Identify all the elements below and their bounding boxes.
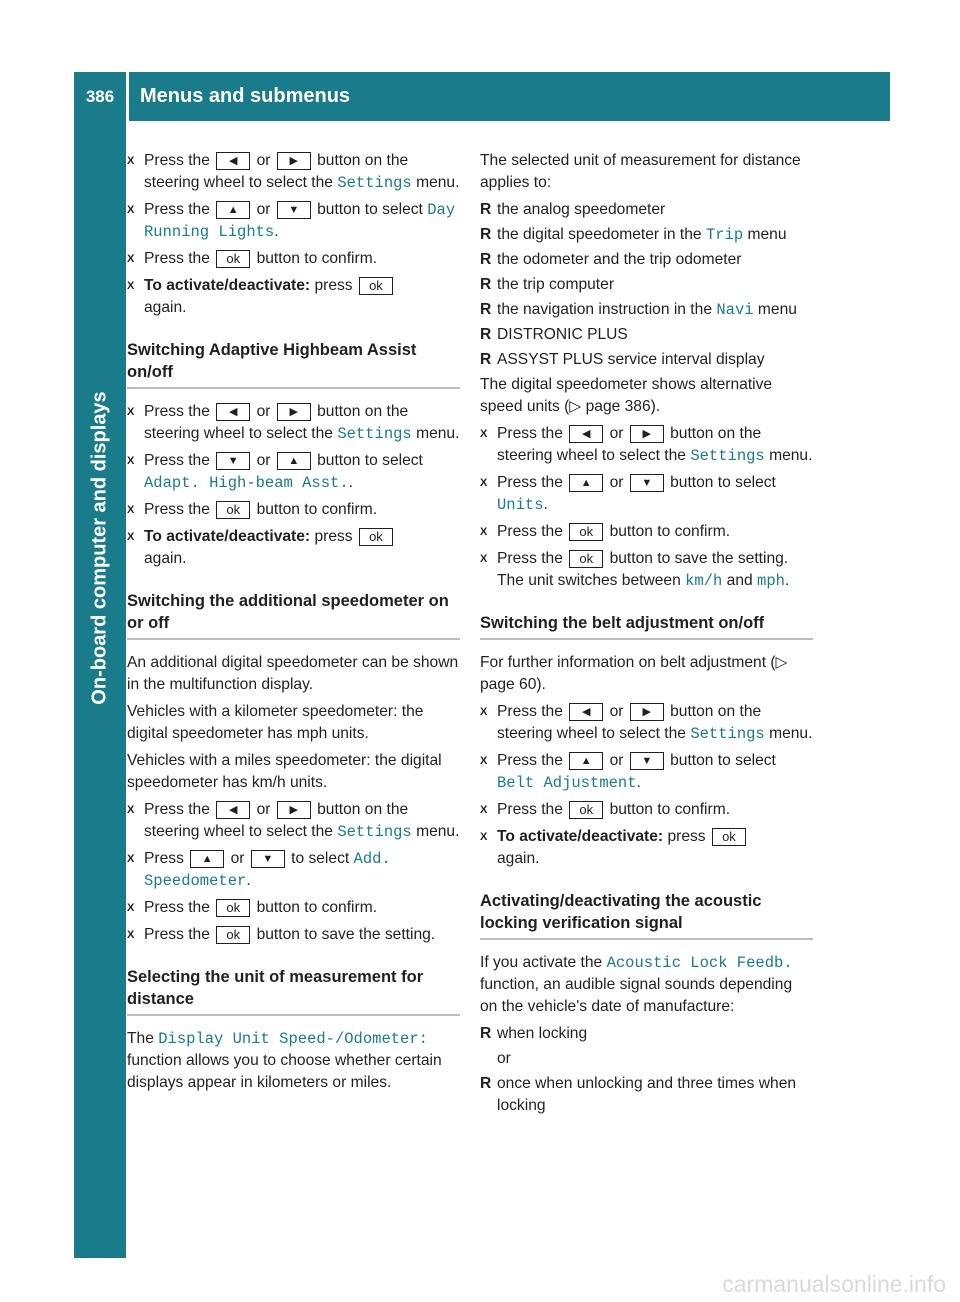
down-button-icon: ▼ bbox=[630, 474, 664, 492]
down-button-icon: ▼ bbox=[277, 201, 311, 219]
left-button-icon: ◀ bbox=[569, 703, 603, 721]
heading-lock: Activating/deactivating the acoustic locking verification signal bbox=[480, 890, 813, 940]
ok-button-icon: ok bbox=[359, 277, 393, 295]
page-number: 386 bbox=[85, 87, 115, 106]
bullet-icon: R bbox=[480, 1075, 492, 1092]
step: X Press the ▲ or ▼ button to select Belt Adjustment. bbox=[480, 752, 776, 792]
left-button-icon: ◀ bbox=[569, 425, 603, 443]
right-column bbox=[480, 150, 813, 1120]
step: X Press the ▼ or ▲ button to select Adapt. High-beam Asst.. bbox=[127, 452, 423, 492]
bullet-icon: R bbox=[480, 276, 492, 293]
step-arrow-icon: X bbox=[127, 204, 135, 216]
step: X To activate/deactivate: press ok again. bbox=[480, 826, 813, 870]
step: X Press the ◀ or ▶ button on the steering wheel to select the Settings menu. bbox=[480, 425, 813, 465]
bullet-item: R the odometer and the trip odometer bbox=[480, 249, 813, 271]
right-button-icon: ▶ bbox=[277, 403, 311, 421]
step: X Press the ok button to save the setting. The unit switches between km/h and mph. bbox=[480, 550, 790, 590]
side-marker bbox=[74, 1196, 126, 1248]
ok-button-icon: ok bbox=[569, 550, 603, 568]
paragraph: The Display Unit Speed-/Odometer: function allows you to choose whether certain displays appear in kilometers or miles. bbox=[127, 1030, 442, 1091]
bullet-icon: R bbox=[480, 1025, 492, 1042]
ok-button-icon: ok bbox=[712, 828, 746, 846]
step-arrow-icon: X bbox=[127, 902, 135, 914]
step: X Press the ▲ or ▼ button to select Units. bbox=[480, 474, 776, 514]
bullet-item: R DISTRONIC PLUS bbox=[480, 324, 813, 346]
step: X Press the ok button to confirm. bbox=[127, 897, 460, 919]
side-chapter-label: On-board computer and displays bbox=[88, 391, 111, 705]
unit-code: km/h bbox=[685, 572, 723, 590]
menu-code: Display Unit Speed-/Odometer: bbox=[158, 1030, 428, 1048]
step-arrow-icon: X bbox=[480, 804, 488, 816]
up-button-icon: ▲ bbox=[569, 474, 603, 492]
bullet-item: R the analog speedometer bbox=[480, 199, 813, 221]
menu-code: Settings bbox=[337, 823, 412, 841]
step: X Press the ok button to confirm. bbox=[127, 248, 460, 270]
paragraph: Vehicles with a miles speedometer: the digital speedometer has km/h units. bbox=[127, 752, 442, 791]
header-divider bbox=[126, 72, 129, 121]
bullet-item: R the navigation instruction in the Navi menu bbox=[480, 301, 797, 319]
step-arrow-icon: X bbox=[127, 155, 135, 167]
ok-button-icon: ok bbox=[569, 801, 603, 819]
step-arrow-icon: X bbox=[480, 553, 488, 565]
step-arrow-icon: X bbox=[480, 706, 488, 718]
heading-belt: Switching the belt adjustment on/off bbox=[480, 612, 813, 640]
step: X Press the ok button to save the setting. bbox=[127, 924, 460, 946]
right-button-icon: ▶ bbox=[630, 703, 664, 721]
ok-button-icon: ok bbox=[216, 250, 250, 268]
menu-code: Navi bbox=[716, 301, 754, 319]
menu-code: Adapt. High-beam Asst. bbox=[144, 474, 349, 492]
step-arrow-icon: X bbox=[127, 253, 135, 265]
menu-code: Settings bbox=[690, 725, 765, 743]
ok-button-icon: ok bbox=[216, 926, 250, 944]
bullet-icon: R bbox=[480, 301, 492, 318]
step-arrow-icon: X bbox=[480, 831, 488, 843]
menu-code: Day Running Lights bbox=[144, 201, 456, 241]
right-button-icon: ▶ bbox=[277, 152, 311, 170]
heading-unit: Selecting the unit of measurement for distance bbox=[127, 966, 460, 1016]
left-column bbox=[127, 150, 460, 1099]
paragraph: The selected unit of measurement for distance applies to: bbox=[480, 152, 801, 191]
left-button-icon: ◀ bbox=[216, 403, 250, 421]
paragraph: For further information on belt adjustment (▷ page 60). bbox=[480, 654, 788, 693]
ok-button-icon: ok bbox=[359, 528, 393, 546]
menu-code: Belt Adjustment bbox=[497, 774, 637, 792]
paragraph: An additional digital speedometer can be shown in the multifunction display. bbox=[127, 654, 459, 693]
ok-button-icon: ok bbox=[216, 899, 250, 917]
up-button-icon: ▲ bbox=[569, 752, 603, 770]
bullet-icon: R bbox=[480, 326, 492, 343]
step-arrow-icon: X bbox=[127, 455, 135, 467]
unit-code: mph bbox=[757, 572, 785, 590]
right-button-icon: ▶ bbox=[277, 801, 311, 819]
step: X Press the ▲ or ▼ button to select Day Running Lights. bbox=[127, 201, 456, 241]
paragraph: Vehicles with a kilometer speedometer: the digital speedometer has mph units. bbox=[127, 703, 424, 742]
bullet-item: R ASSYST PLUS service interval display bbox=[480, 349, 813, 371]
step: X Press the ok button to confirm. bbox=[480, 799, 813, 821]
left-button-icon: ◀ bbox=[216, 801, 250, 819]
watermark: carmanualsonline.info bbox=[722, 1271, 946, 1297]
paragraph: If you activate the Acoustic Lock Feedb. function, an audible signal sounds depending on the vehicle's date of manufacture: bbox=[480, 954, 793, 1015]
step-arrow-icon: X bbox=[127, 929, 135, 941]
step: X Press the ◀ or ▶ button on the steering wheel to select the Settings menu. bbox=[127, 152, 460, 192]
step: X To activate/deactivate: press ok again. bbox=[127, 526, 460, 570]
bullet-item: R the digital speedometer in the Trip menu bbox=[480, 226, 787, 244]
down-button-icon: ▼ bbox=[251, 850, 285, 868]
step-arrow-icon: X bbox=[127, 804, 135, 816]
step-arrow-icon: X bbox=[480, 477, 488, 489]
step-arrow-icon: X bbox=[127, 853, 135, 865]
section-title: Menus and submenus bbox=[140, 85, 351, 107]
bullet-item: R the trip computer bbox=[480, 274, 813, 296]
step: X Press the ok button to confirm. bbox=[127, 499, 460, 521]
up-button-icon: ▲ bbox=[277, 452, 311, 470]
right-button-icon: ▶ bbox=[630, 425, 664, 443]
step-arrow-icon: X bbox=[127, 406, 135, 418]
down-button-icon: ▼ bbox=[216, 452, 250, 470]
bullet-icon: R bbox=[480, 351, 492, 368]
down-button-icon: ▼ bbox=[630, 752, 664, 770]
step-arrow-icon: X bbox=[127, 504, 135, 516]
step: X Press the ok button to confirm. bbox=[480, 521, 813, 543]
ok-button-icon: ok bbox=[216, 501, 250, 519]
menu-code: Settings bbox=[337, 174, 412, 192]
menu-code: Acoustic Lock Feedb. bbox=[606, 954, 793, 972]
heading-speedometer: Switching the additional speedometer on or off bbox=[127, 590, 460, 640]
step-arrow-icon: X bbox=[127, 531, 135, 543]
up-button-icon: ▲ bbox=[216, 201, 250, 219]
bullet-icon: R bbox=[480, 251, 492, 268]
or-line: or bbox=[497, 1050, 511, 1067]
menu-code: Settings bbox=[337, 425, 412, 443]
step: X To activate/deactivate: press ok again. bbox=[127, 275, 460, 319]
menu-code: Settings bbox=[690, 447, 765, 465]
menu-code: Add. Speedometer bbox=[144, 850, 391, 890]
step-arrow-icon: X bbox=[480, 526, 488, 538]
step-arrow-icon: X bbox=[127, 280, 135, 292]
menu-code: Units bbox=[497, 496, 544, 514]
bullet-item: R once when unlocking and three times when locking bbox=[480, 1075, 797, 1114]
step: X Press the ◀ or ▶ button on the steering wheel to select the Settings menu. bbox=[480, 703, 813, 743]
step: X Press ▲ or ▼ to select Add. Speedometer. bbox=[127, 850, 391, 890]
bullet-item: R when locking bbox=[480, 1023, 813, 1045]
step-arrow-icon: X bbox=[480, 428, 488, 440]
paragraph: The digital speedometer shows alternative speed units (▷ page 386). bbox=[480, 376, 773, 415]
bullet-icon: R bbox=[480, 226, 492, 243]
step: X Press the ◀ or ▶ button on the steering wheel to select the Settings menu. bbox=[127, 403, 460, 443]
menu-code: Trip bbox=[705, 226, 744, 244]
bullet-icon: R bbox=[480, 201, 492, 218]
up-button-icon: ▲ bbox=[190, 850, 224, 868]
ok-button-icon: ok bbox=[569, 523, 603, 541]
step-arrow-icon: X bbox=[480, 755, 488, 767]
left-button-icon: ◀ bbox=[216, 152, 250, 170]
step: X Press the ◀ or ▶ button on the steering wheel to select the Settings menu. bbox=[127, 801, 460, 841]
heading-highbeam: Switching Adaptive Highbeam Assist on/off bbox=[127, 339, 460, 389]
